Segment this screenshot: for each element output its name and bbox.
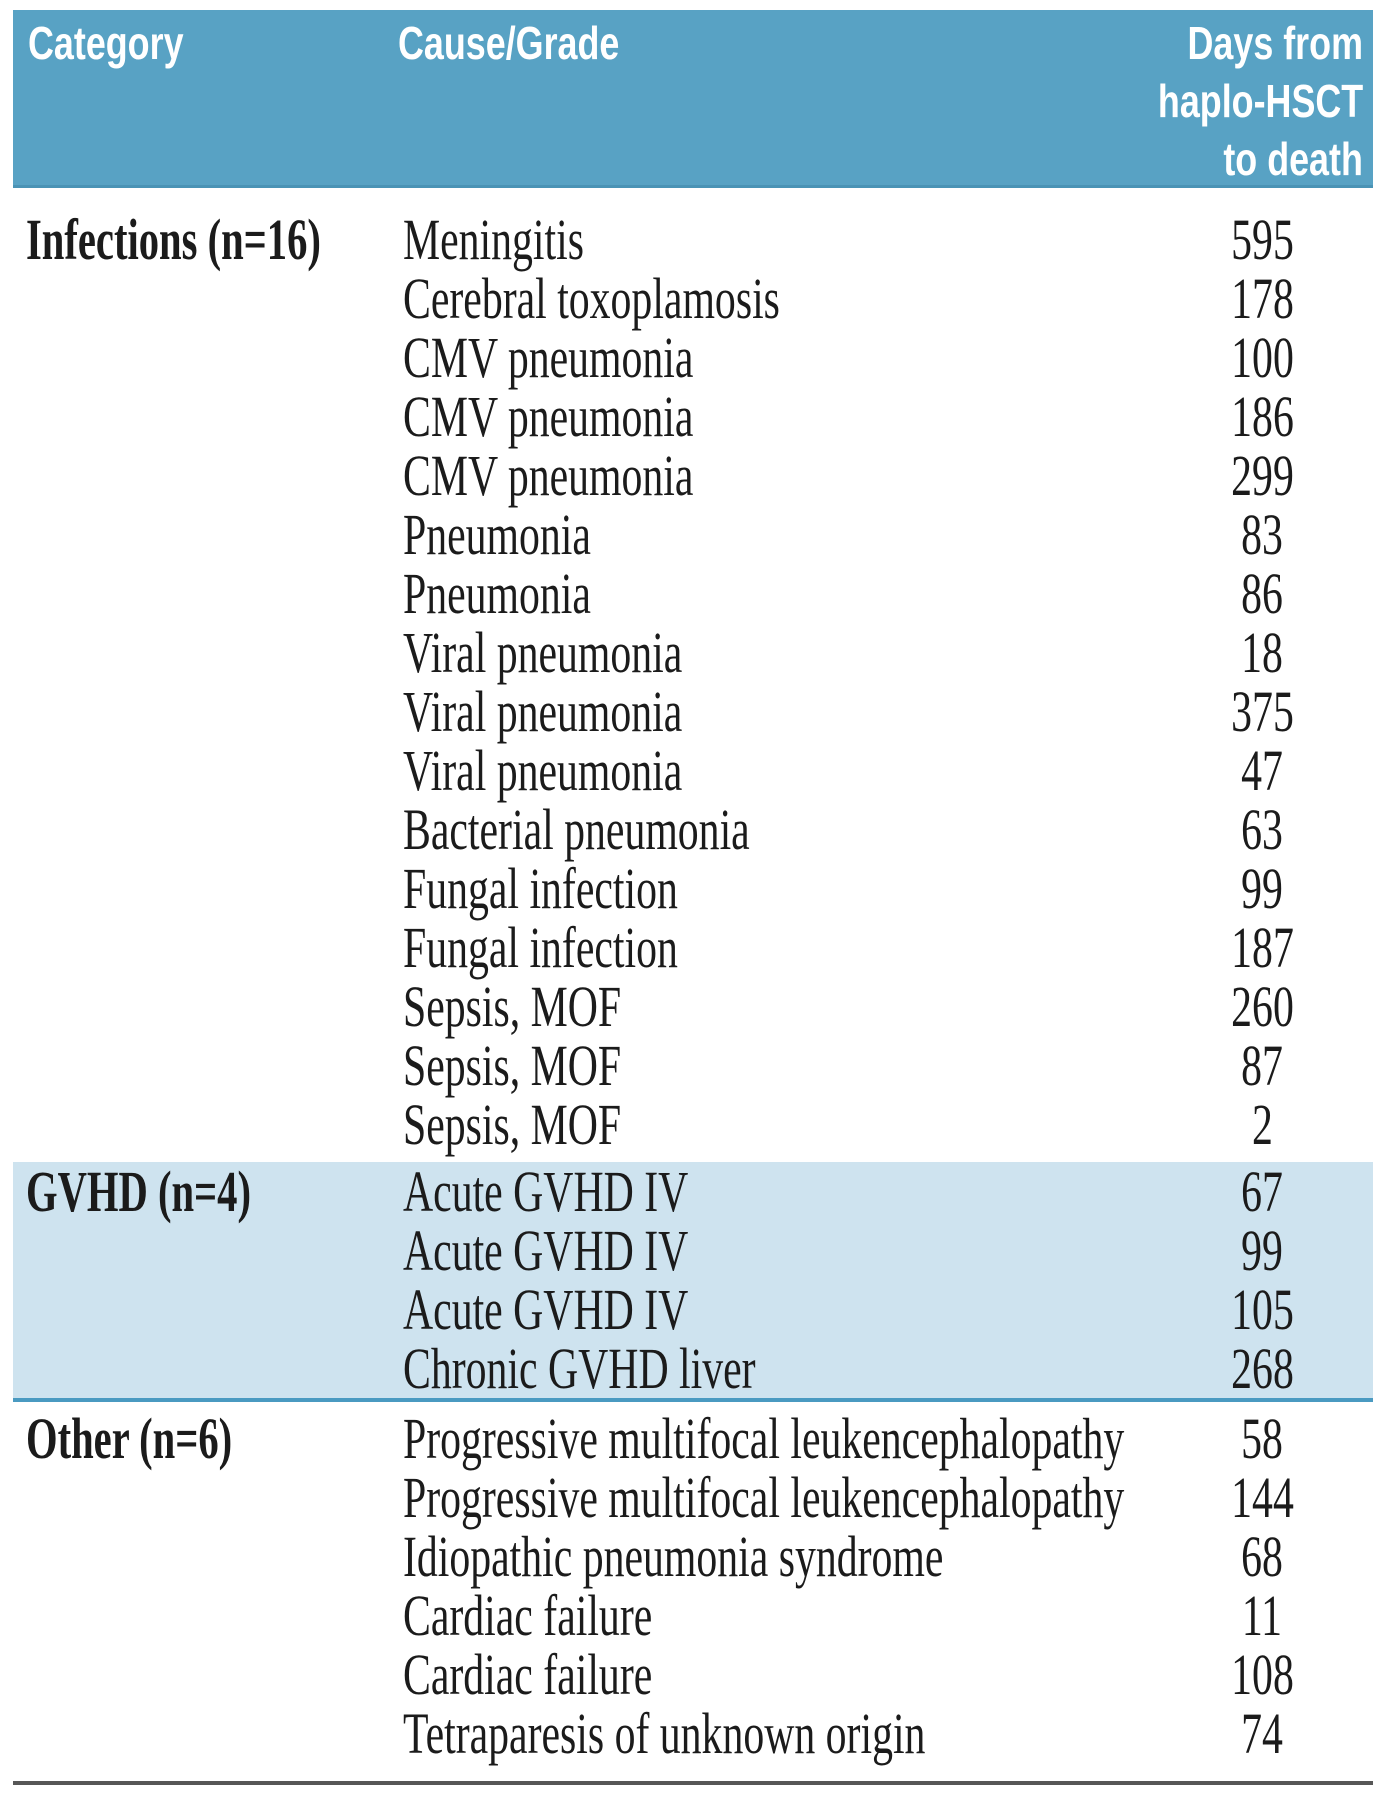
header-days-line-1: Days from [1187, 17, 1363, 69]
days-value: 105 [1230, 1277, 1294, 1342]
table-row [403, 797, 1373, 862]
cause-cell [403, 974, 1162, 1039]
table-bottom-rule [13, 1781, 1373, 1785]
days-cell [1162, 797, 1362, 862]
cause-cell [403, 738, 1162, 803]
days-value: 299 [1230, 443, 1294, 508]
table-row [403, 207, 1373, 272]
cause-cell [403, 1218, 1162, 1283]
table-row [403, 1406, 1373, 1471]
days-value: 375 [1230, 679, 1294, 744]
days-value: 67 [1241, 1159, 1283, 1224]
cause-cell [403, 502, 1162, 567]
days-value: 178 [1230, 266, 1294, 331]
table-row [403, 325, 1373, 390]
days-cell [1162, 974, 1362, 1039]
cause-text: Viral pneumonia [403, 679, 683, 744]
table-row [403, 1336, 1373, 1401]
cause-text: Progressive multifocal leukencephalopathy [403, 1406, 1125, 1471]
table-row [403, 915, 1373, 980]
cause-text: Pneumonia [403, 502, 591, 567]
table-row [403, 856, 1373, 921]
cause-text: Cardiac failure [403, 1642, 653, 1707]
table-row [403, 1092, 1373, 1157]
cause-cell [403, 679, 1162, 744]
days-value: 83 [1241, 502, 1283, 567]
table-row [403, 1701, 1373, 1766]
days-cell [1162, 384, 1362, 449]
days-value: 144 [1230, 1465, 1294, 1530]
section-gvhd-highlight-band [13, 1159, 1373, 1402]
days-value: 99 [1241, 1218, 1283, 1283]
cause-text: Acute GVHD IV [403, 1277, 689, 1342]
days-value: 11 [1241, 1583, 1283, 1648]
days-value: 18 [1241, 620, 1283, 685]
cause-text: Viral pneumonia [403, 620, 683, 685]
days-value: 2 [1251, 1092, 1273, 1157]
table-row [403, 738, 1373, 803]
cause-text: Sepsis, MOF [403, 974, 622, 1039]
days-cell [1162, 1524, 1362, 1589]
cause-cell [403, 1524, 1162, 1589]
cause-text: Sepsis, MOF [403, 1033, 622, 1098]
table-row [403, 1583, 1373, 1648]
table-row [403, 1159, 1373, 1224]
cause-text: Pneumonia [403, 561, 591, 626]
cause-cell [403, 384, 1162, 449]
days-value: 86 [1241, 561, 1283, 626]
days-cell [1162, 1218, 1362, 1283]
cause-text: Acute GVHD IV [403, 1159, 689, 1224]
table-row [403, 561, 1373, 626]
days-cell [1162, 1092, 1362, 1157]
days-cell [1162, 266, 1362, 331]
days-cell [1162, 325, 1362, 390]
cause-text: Cardiac failure [403, 1583, 653, 1648]
table-row [403, 974, 1373, 1039]
cause-text: Meningitis [403, 207, 584, 272]
header-days-from-hsct [1100, 14, 1363, 188]
table-row [403, 1033, 1373, 1098]
days-cell [1162, 1033, 1362, 1098]
days-cell [1162, 207, 1362, 272]
days-cell [1162, 443, 1362, 508]
days-value: 99 [1241, 856, 1283, 921]
table-row [403, 620, 1373, 685]
section-category-label: GVHD (n=4) [26, 1159, 252, 1224]
cause-cell [403, 797, 1162, 862]
cause-cell [403, 856, 1162, 921]
cause-cell [403, 620, 1162, 685]
days-value: 63 [1241, 797, 1283, 862]
table-row [403, 1524, 1373, 1589]
cause-cell [403, 1159, 1162, 1224]
cause-cell [403, 1277, 1162, 1342]
cause-cell [403, 1336, 1162, 1401]
section-category-label: Infections (n=16) [26, 207, 321, 272]
days-value: 100 [1230, 325, 1294, 390]
cause-text: Bacterial pneumonia [403, 797, 750, 862]
table-row [403, 1277, 1373, 1342]
cause-text: Cerebral toxoplamosis [403, 266, 780, 331]
section-category-label: Other (n=6) [26, 1406, 233, 1471]
cause-cell [403, 207, 1162, 272]
cause-cell [403, 1092, 1162, 1157]
cause-text: CMV pneumonia [403, 325, 694, 390]
cause-text: Fungal infection [403, 915, 678, 980]
cause-cell [403, 915, 1162, 980]
table-row [403, 443, 1373, 508]
cause-cell [403, 1033, 1162, 1098]
days-value: 186 [1230, 384, 1294, 449]
cause-cell [403, 561, 1162, 626]
cause-text: Fungal infection [403, 856, 678, 921]
table-row [403, 1218, 1373, 1283]
cause-text: Acute GVHD IV [403, 1218, 689, 1283]
cause-cell [403, 1583, 1162, 1648]
table-row [403, 266, 1373, 331]
days-value: 595 [1230, 207, 1294, 272]
days-value: 58 [1241, 1406, 1283, 1471]
table-row [403, 679, 1373, 744]
days-cell [1162, 738, 1362, 803]
header-days-line-3: to death [1223, 133, 1363, 185]
days-cell [1162, 856, 1362, 921]
cause-text: Sepsis, MOF [403, 1092, 622, 1157]
section-rows [403, 207, 1373, 1157]
cause-text: Tetraparesis of unknown origin [403, 1701, 926, 1766]
days-cell [1162, 1465, 1362, 1530]
days-value: 187 [1230, 915, 1294, 980]
cause-cell [403, 1465, 1162, 1530]
header-cause-grade [398, 14, 682, 72]
header-category [28, 14, 227, 72]
table-row [403, 502, 1373, 567]
days-value: 260 [1230, 974, 1294, 1039]
cause-text: Viral pneumonia [403, 738, 683, 803]
days-value: 68 [1241, 1524, 1283, 1589]
table-row [403, 384, 1373, 449]
days-cell [1162, 1406, 1362, 1471]
days-cell [1162, 502, 1362, 567]
cause-text: Progressive multifocal leukencephalopathy [403, 1465, 1125, 1530]
cause-cell [403, 266, 1162, 331]
days-value: 108 [1230, 1642, 1294, 1707]
cause-text: Idiopathic pneumonia syndrome [403, 1524, 944, 1589]
cause-cell [403, 1406, 1162, 1471]
days-cell [1162, 561, 1362, 626]
cause-cell [403, 325, 1162, 390]
days-value: 87 [1241, 1033, 1283, 1098]
days-cell [1162, 679, 1362, 744]
days-cell [1162, 1336, 1362, 1401]
cause-cell [403, 1642, 1162, 1707]
days-cell [1162, 1277, 1362, 1342]
section-rows [403, 1406, 1373, 1766]
cause-cell [403, 1701, 1162, 1766]
cause-text: Chronic GVHD liver [403, 1336, 756, 1401]
table-header-band [13, 10, 1373, 188]
days-value: 268 [1230, 1336, 1294, 1401]
cause-cell [403, 443, 1162, 508]
days-value: 47 [1241, 738, 1283, 803]
days-cell [1162, 1159, 1362, 1224]
header-cause-grade-label: Cause/Grade [398, 17, 620, 69]
days-cell [1162, 915, 1362, 980]
days-cell [1162, 620, 1362, 685]
section-rows [403, 1159, 1373, 1401]
days-cell [1162, 1583, 1362, 1648]
table-row [403, 1465, 1373, 1530]
cause-text: CMV pneumonia [403, 384, 694, 449]
days-cell [1162, 1642, 1362, 1707]
table-row [403, 1642, 1373, 1707]
days-value: 74 [1241, 1701, 1283, 1766]
header-days-line-2: haplo-HSCT [1157, 75, 1363, 127]
cause-text: CMV pneumonia [403, 443, 694, 508]
days-cell [1162, 1701, 1362, 1766]
header-category-label: Category [28, 17, 184, 69]
